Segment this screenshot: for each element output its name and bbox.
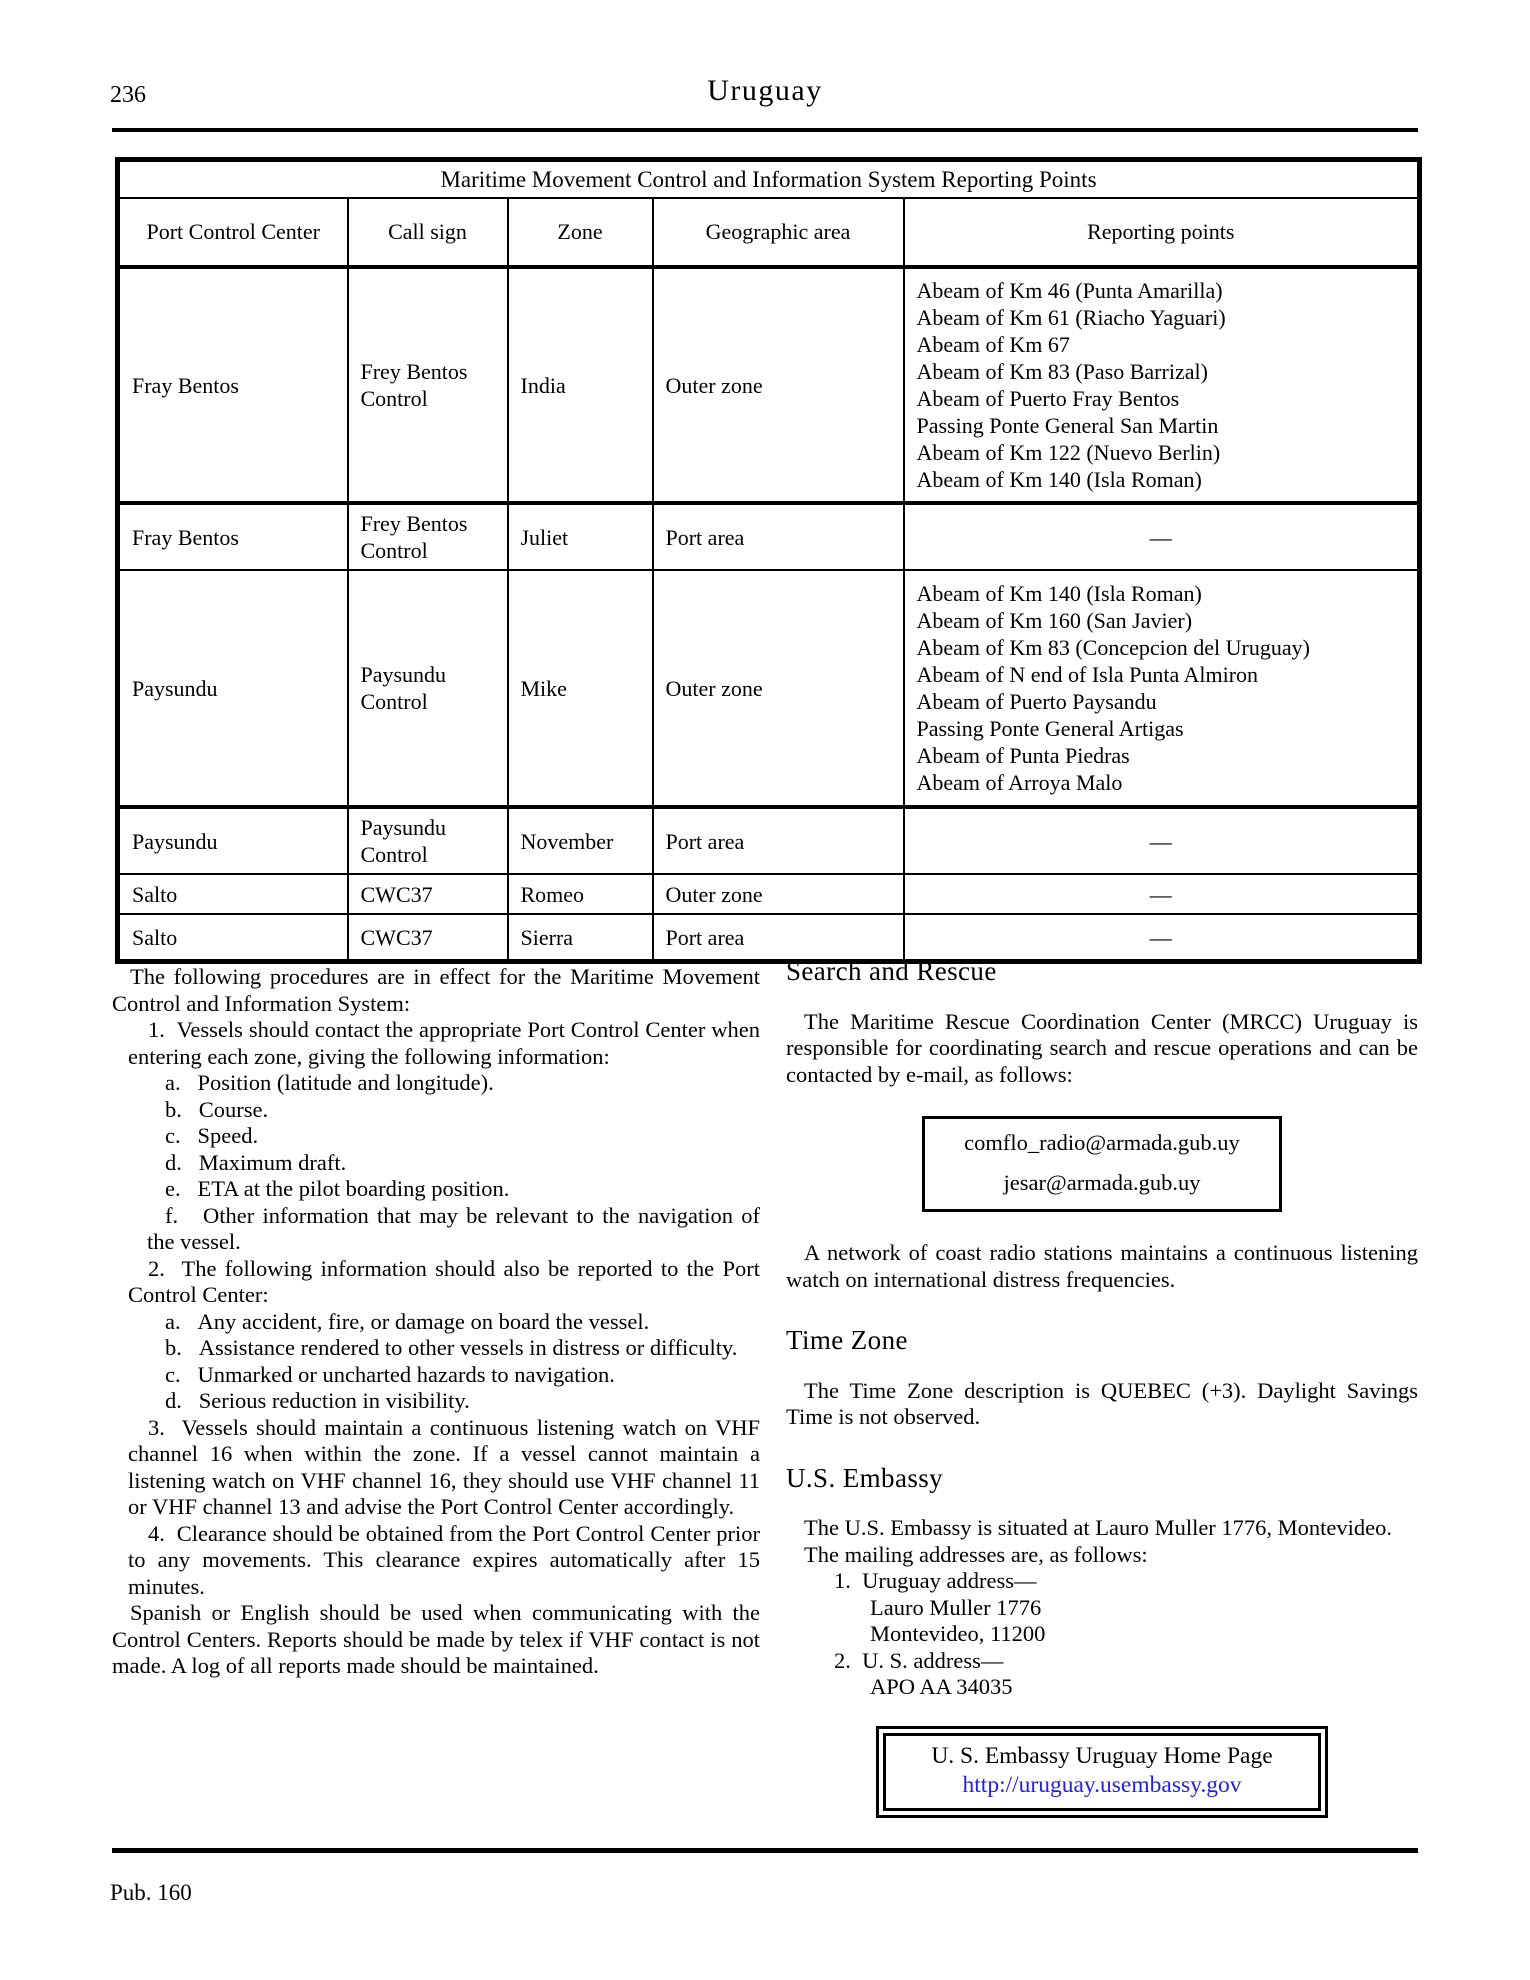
embassy-location-paragraph: The U.S. Embassy is situated at Lauro Muller 1776, Montevideo.: [804, 1515, 1393, 1540]
table-row: [118, 267, 1420, 503]
mailing-addresses-intro: The mailing addresses are, as follows:: [804, 1541, 1148, 1567]
cell-reporting-points: [904, 570, 1420, 807]
procedure-item: 2. The following information should also be reported to the Port Control Center:: [128, 1255, 760, 1307]
cell-call-sign: Paysundu Control: [348, 570, 508, 807]
cell-reporting-points: —: [904, 503, 1420, 570]
address-line: Montevideo, 11200: [870, 1621, 1046, 1646]
mrcc-email: comflo_radio@armada.gub.uy: [964, 1130, 1240, 1155]
cell-call-sign: CWC37: [348, 874, 508, 914]
cell-zone: India: [508, 267, 653, 503]
embassy-home-page-box: [876, 1726, 1328, 1818]
reporting-point: Abeam of Punta Piedras: [916, 743, 1130, 768]
procedure-item: 4. Clearance should be obtained from the Port Control Center prior to any movements. This clearance expires automatically after 15 minutes.: [128, 1520, 760, 1599]
section-heading-us-embassy: U.S. Embassy: [786, 1462, 944, 1493]
reporting-point: Abeam of Km 140 (Isla Roman): [916, 467, 1202, 492]
reporting-point: Abeam of Km 83 (Paso Barrizal): [916, 359, 1208, 384]
embassy-home-page-box-inner: [883, 1733, 1321, 1811]
procedure-item: 3. Vessels should maintain a continuous listening watch on VHF channel 16 when within the zone. If a vessel cannot maintain a listening watch on VHF channel 16, they should use VHF channel 11 or VHF channel 13 and advise the Port Control Center accordingly.: [128, 1414, 760, 1519]
procedure-subitem: b. Course.: [165, 1096, 269, 1122]
cell-call-sign: CWC37: [348, 914, 508, 962]
cell-zone: November: [508, 807, 653, 874]
col-header-zone: Zone: [508, 198, 653, 267]
cell-port: Paysundu: [118, 807, 348, 874]
table-row: [118, 874, 1420, 914]
reporting-point: Abeam of Km 46 (Punta Amarilla): [916, 278, 1223, 303]
reporting-point: Abeam of Km 122 (Nuevo Berlin): [916, 440, 1221, 465]
cell-port: Paysundu: [118, 570, 348, 807]
cell-area: Port area: [653, 503, 904, 570]
embassy-home-page-title: U. S. Embassy Uruguay Home Page: [931, 1742, 1273, 1769]
coast-radio-paragraph: A network of coast radio stations maintains a continuous listening watch on international distress frequencies.: [786, 1240, 1418, 1292]
reporting-point: Abeam of Arroya Malo: [916, 770, 1123, 795]
reporting-point: Abeam of Km 61 (Riacho Yaguari): [916, 305, 1226, 330]
cell-zone: Mike: [508, 570, 653, 807]
reporting-point: Abeam of Puerto Paysandu: [916, 689, 1157, 714]
mrcc-email: jesar@armada.gub.uy: [1003, 1169, 1201, 1195]
cell-area: Outer zone: [653, 570, 904, 807]
reporting-point: Abeam of Km 67: [916, 332, 1070, 357]
table-row: [118, 914, 1420, 962]
col-header-port-control-center: Port Control Center: [118, 198, 348, 267]
cell-reporting-points: [904, 267, 1420, 503]
procedure-subitem: d. Serious reduction in visibility.: [165, 1388, 470, 1413]
reporting-point: Abeam of N end of Isla Punta Almiron: [916, 662, 1259, 687]
procedure-subitem: f. Other information that may be relevant to the navigation of the vessel.: [147, 1202, 760, 1254]
procedure-subitem: b. Assistance rendered to other vessels in distress or difficulty.: [165, 1335, 738, 1360]
cell-port: Salto: [118, 914, 348, 962]
cell-call-sign: Paysundu Control: [348, 807, 508, 874]
address-item: 2. U. S. address—: [834, 1647, 1004, 1673]
cell-port: Fray Bentos: [118, 267, 348, 503]
address-line: APO AA 34035: [870, 1674, 1013, 1699]
embassy-home-page-link[interactable]: http://uruguay.usembassy.gov: [962, 1772, 1242, 1798]
cell-call-sign: Frey Bentos Control: [348, 503, 508, 570]
cell-port: Fray Bentos: [118, 503, 348, 570]
left-text-column: [112, 964, 760, 1680]
procedure-subitem: c. Speed.: [165, 1123, 259, 1148]
col-header-geographic-area: Geographic area: [653, 198, 904, 267]
address-line: Lauro Muller 1776: [870, 1594, 1042, 1620]
section-heading-search-and-rescue: Search and Rescue: [786, 956, 997, 986]
cell-reporting-points: —: [904, 874, 1420, 914]
cell-zone: Romeo: [508, 874, 653, 914]
procedure-subitem: a. Position (latitude and longitude).: [165, 1070, 494, 1095]
reporting-point: Passing Ponte General Artigas: [916, 716, 1184, 741]
procedure-item: 1. Vessels should contact the appropriate Port Control Center when entering each zone, giving the following information:: [128, 1017, 760, 1069]
cell-reporting-points: —: [904, 807, 1420, 874]
language-note: Spanish or English should be used when communicating with the Control Centers. Reports should be made by telex if VHF contact is not made. A log of all reports made should be maintained.: [112, 1600, 760, 1678]
cell-port: Salto: [118, 874, 348, 914]
procedure-subitem: e. ETA at the pilot boarding position.: [165, 1176, 510, 1201]
reporting-point: Passing Ponte General San Martin: [916, 413, 1219, 438]
reporting-point: Abeam of Puerto Fray Bentos: [916, 386, 1180, 411]
reporting-point: Abeam of Km 160 (San Javier): [916, 608, 1193, 633]
cell-area: Port area: [653, 914, 904, 962]
publication-number: Pub. 160: [110, 1880, 192, 1905]
procedures-intro: The following procedures are in effect for the Maritime Movement Control and Information System:: [112, 964, 760, 1016]
reporting-points-table: [115, 157, 1422, 964]
address-item: 1. Uruguay address—: [834, 1568, 1037, 1593]
time-zone-paragraph: The Time Zone description is QUEBEC (+3). Daylight Savings Time is not observed.: [786, 1377, 1418, 1429]
reporting-point: Abeam of Km 83 (Concepcion del Uruguay): [916, 635, 1310, 660]
page-title: Uruguay: [707, 74, 823, 107]
right-text-column: [786, 958, 1418, 1818]
section-heading-time-zone: Time Zone: [786, 1325, 908, 1355]
cell-zone: Juliet: [508, 503, 653, 570]
procedure-subitem: a. Any accident, fire, or damage on board the vessel.: [165, 1308, 650, 1334]
cell-area: Outer zone: [653, 267, 904, 503]
cell-area: Port area: [653, 807, 904, 874]
cell-area: Outer zone: [653, 874, 904, 914]
cell-zone: Sierra: [508, 914, 653, 962]
table-title: Maritime Movement Control and Information System Reporting Points: [118, 160, 1420, 199]
cell-reporting-points: —: [904, 914, 1420, 962]
col-header-reporting-points: Reporting points: [904, 198, 1420, 267]
header-rule: [112, 128, 1418, 132]
mrcc-email-box: [922, 1116, 1282, 1212]
page-number: 236: [110, 82, 146, 108]
table-row: [118, 503, 1420, 570]
procedure-subitem: d. Maximum draft.: [165, 1149, 347, 1175]
procedure-subitem: c. Unmarked or uncharted hazards to navigation.: [165, 1361, 615, 1387]
reporting-point: Abeam of Km 140 (Isla Roman): [916, 581, 1202, 606]
search-rescue-paragraph: The Maritime Rescue Coordination Center (MRCC) Uruguay is responsible for coordinating search and rescue operations and can be contacted by e-mail, as follows:: [786, 1008, 1418, 1087]
table-row: [118, 570, 1420, 807]
cell-call-sign: Frey Bentos Control: [348, 267, 508, 503]
col-header-call-sign: Call sign: [348, 198, 508, 267]
table-row: [118, 807, 1420, 874]
footer-rule: [112, 1848, 1418, 1853]
